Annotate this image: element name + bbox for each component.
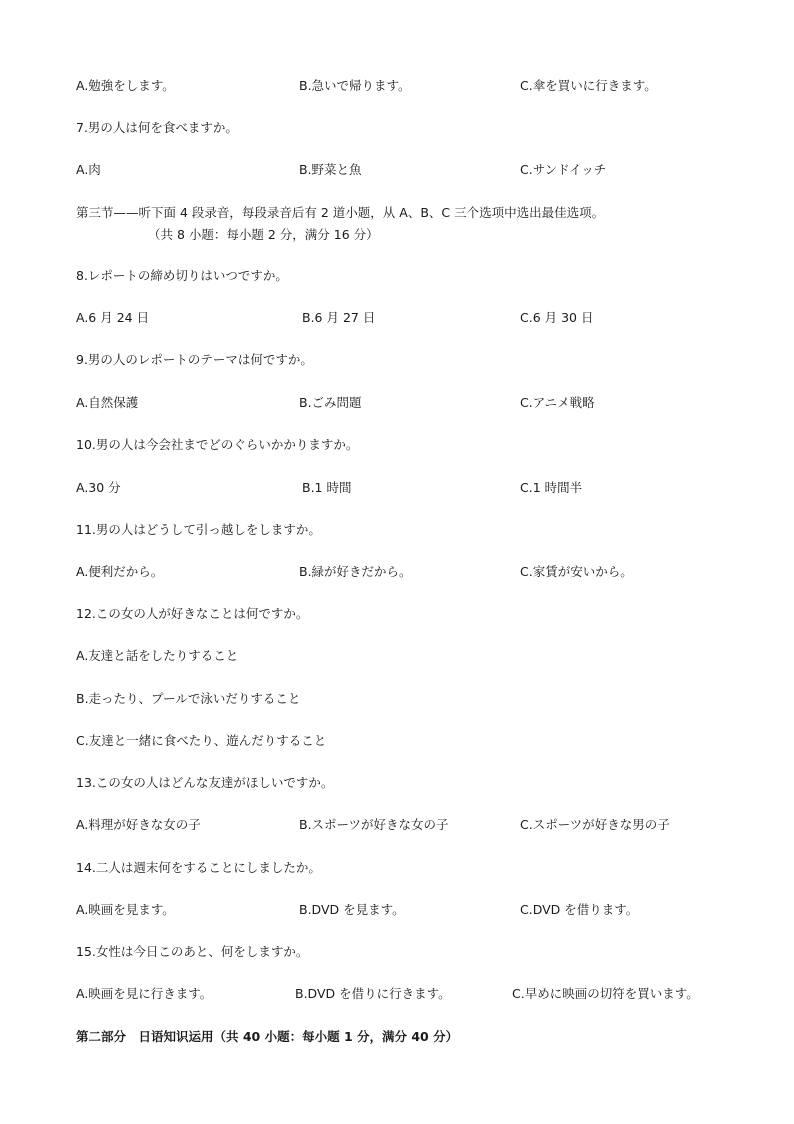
q9-option-c: C.アニメ戦略 — [520, 395, 595, 410]
q8-option-c: C.6 月 30 日 — [520, 310, 594, 325]
q15-option-b: B.DVD を借りに行きます。 — [295, 986, 451, 1001]
q9-option-a: A.自然保護 — [76, 395, 139, 410]
q11-question: 11.男の人はどうして引っ越しをしますか。 — [76, 522, 321, 537]
q7-option-b: B.野菜と魚 — [299, 162, 362, 177]
q8-option-a: A.6 月 24 日 — [76, 310, 150, 325]
q13-option-c: C.スポーツが好きな男の子 — [520, 817, 670, 832]
q8-question: 8.レポートの締め切りはいつですか。 — [76, 268, 288, 283]
q13-option-a: A.料理が好きな女の子 — [76, 817, 201, 832]
q14-question: 14.二人は週末何をすることにしましたか。 — [76, 860, 321, 875]
q11-option-c: C.家賃が安いから。 — [520, 564, 633, 579]
q12-option-a: A.友達と話をしたりすること — [76, 648, 239, 663]
q8-option-b: B.6 月 27 日 — [302, 310, 376, 325]
q10-option-c: C.1 時間半 — [520, 480, 583, 495]
q9-question: 9.男の人のレポートのテーマは何ですか。 — [76, 352, 313, 367]
q11-option-b: B.緑が好きだから。 — [299, 564, 412, 579]
q11-option-a: A.便利だから。 — [76, 564, 164, 579]
section3-heading: 第三节——听下面 4 段录音，每段录音后有 2 道小题，从 A、B、C 三个选项中选出最佳选项。 — [76, 205, 605, 220]
q10-option-a: A.30 分 — [76, 480, 121, 495]
q15-option-c: C.早めに映画の切符を買います。 — [512, 986, 699, 1001]
q13-option-b: B.スポーツが好きな女の子 — [299, 817, 449, 832]
q12-option-b: B.走ったり、プールで泳いだりすること — [76, 691, 301, 706]
q10-option-b: B.1 時間 — [302, 480, 352, 495]
q14-option-b: B.DVD を見ます。 — [299, 902, 405, 917]
q7-question: 7.男の人は何を食べますか。 — [76, 120, 238, 135]
q14-option-a: A.映画を見ます。 — [76, 902, 175, 917]
q15-question: 15.女性は今日このあと、何をしますか。 — [76, 944, 309, 959]
q6-option-b: B.急いで帰ります。 — [299, 78, 411, 93]
q6-option-c: C.傘を買いに行きます。 — [520, 78, 657, 93]
q9-option-b: B.ごみ問題 — [299, 395, 362, 410]
q12-option-c: C.友達と一緒に食べたり、遊んだりすること — [76, 733, 327, 748]
q7-option-a: A.肉 — [76, 162, 101, 177]
q14-option-c: C.DVD を借ります。 — [520, 902, 639, 917]
section3-note: （共 8 小题：每小题 2 分，满分 16 分） — [148, 227, 379, 242]
part2-heading: 第二部分 日语知识运用（共 40 小题：每小题 1 分，满分 40 分） — [76, 1029, 459, 1044]
q15-option-a: A.映画を見に行きます。 — [76, 986, 213, 1001]
q12-question: 12.この女の人が好きなことは何ですか。 — [76, 606, 309, 621]
q13-question: 13.この女の人はどんな友達がほしいですか。 — [76, 775, 334, 790]
q7-option-c: C.サンドイッチ — [520, 162, 607, 177]
q10-question: 10.男の人は今会社までどのぐらいかかりますか。 — [76, 437, 359, 452]
q6-option-a: A.勉強をします。 — [76, 78, 175, 93]
